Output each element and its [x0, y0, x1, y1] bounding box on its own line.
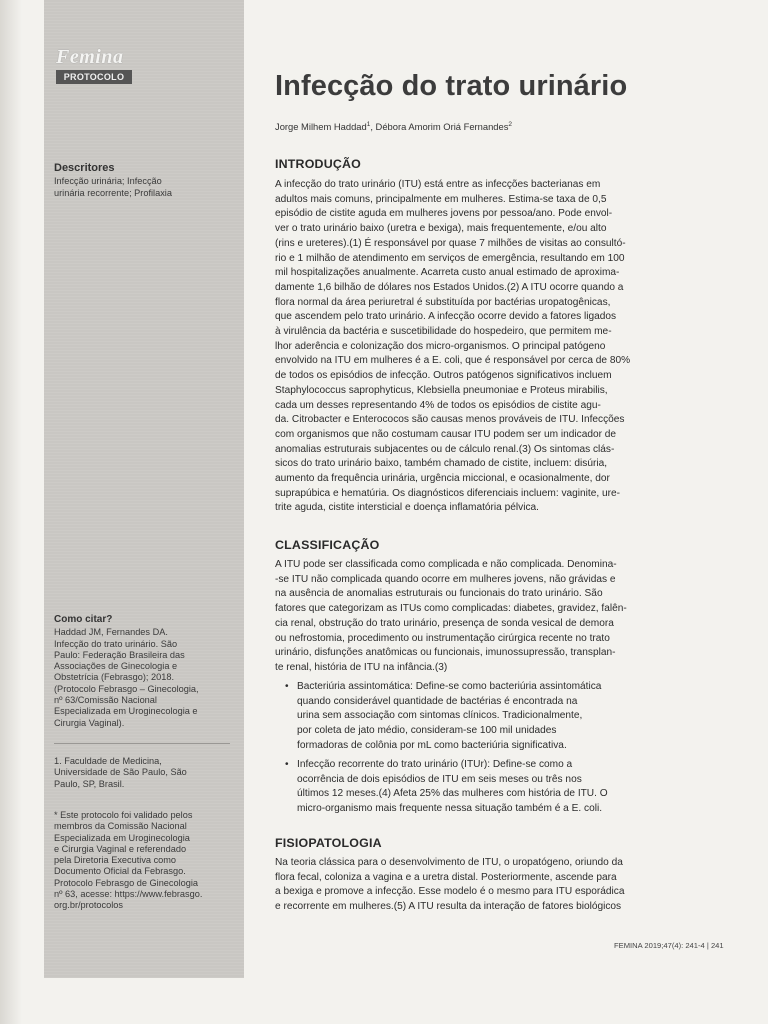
text-line: na ausência de anomalias estruturais ou funcionais do trato urinário. São [275, 588, 603, 600]
text-line: -se ITU não complicada quando ocorre em mulheres jovens, não grávidas e [275, 573, 616, 585]
text-line: (rins e ureteres).(1) É responsável por quase 7 milhões de visitas ao consultó- [275, 237, 626, 249]
text-line: da. Citrobacter e Enterococos são causas menos prováveis de ITU. Infecções [275, 414, 625, 426]
text-line: suprapúbica e hematúria. Os diagnósticos diferenciais incluem: vaginite, ure- [275, 487, 620, 499]
descriptors-block [54, 163, 230, 199]
text-line: que ascendem pelo trato urinário. A infecção ocorre devido a fatores ligados [275, 311, 617, 323]
text-line: ocorrência de dois episódios de ITU em seis meses ou três nos [297, 773, 582, 785]
pathophysiology-paragraph [275, 856, 703, 915]
sidebar-divider [54, 743, 230, 744]
text-line: flora fecal, coloniza a vagina e a uretra distal. Posteriormente, ascende para [275, 871, 617, 883]
text-line: mil hospitalizações anualmente. Acarreta custo anual estimado de aproxima- [275, 267, 620, 279]
text-line: te renal, história de ITU na infância.(3) [275, 661, 448, 673]
text-line: lhor aderência e colonização dos micro-organismos. O principal patógeno [275, 340, 606, 352]
page-footer: FEMINA 2019;47(4): 241-4 | 241 [614, 941, 724, 950]
brand-name: Femina [56, 46, 124, 68]
brand-logo [56, 46, 132, 84]
text-line: rio e 1 milhão de atendimento em serviços de emergência, resultando em 100 [275, 252, 625, 264]
descriptors-heading: Descritores [54, 162, 115, 174]
bullet-bacteriuria [285, 680, 697, 754]
author-1-affiliation: 1 [366, 121, 371, 128]
bullet-mark: • [285, 759, 289, 770]
text-line: urinário, disfunções anatômicas ou funcionais, imunossupressão, transplan- [275, 647, 616, 659]
section-heading-introducao: INTRODUÇÃO [275, 157, 361, 171]
text-line: com organismos que não costumam causar ITU podem ser um indicador de [275, 428, 617, 440]
text-line: aumento da frequência urinária, urgência miccional, e ocasionalmente, dor [275, 473, 610, 485]
classification-paragraph [275, 558, 703, 676]
text-line: adultos mais comuns, principalmente em mulheres. Estima-se taxa de 0,5 [275, 193, 607, 205]
bullet-bacteriuria-text [297, 680, 697, 754]
author-2: , Débora Amorim Oriá Fernandes [370, 121, 509, 133]
brand-tag: PROTOCOLO [56, 70, 132, 84]
validation-note-block [54, 810, 230, 912]
text-line: damente 1,6 bilhão de dólares nos Estados Unidos.(2) A ITU ocorre quando a [275, 281, 624, 293]
text-line: anomalias estruturais subjacentes ou de cálculo renal.(3) Os sintomas clás- [275, 443, 615, 455]
descriptors-text: Infecção urinária; Infecção urinária recorrente; Profilaxia [54, 176, 172, 198]
text-line: flora normal da área periuretral é substituída por bactérias uropatogênicas, [275, 296, 611, 308]
text-line: A ITU pode ser classificada como complicada e não complicada. Denomina- [275, 559, 617, 570]
text-line: a bexiga e promove a infecção. Esse modelo é o mesmo para ITU esporádica [275, 886, 625, 898]
article-title: Infecção do trato urinário [275, 70, 628, 102]
text-line: A infecção do trato urinário (ITU) está entre as infecções bacterianas em [275, 179, 601, 190]
sidebar [44, 0, 244, 978]
text-line: micro-organismo mais frequente nessa situação também é a E. coli. [297, 803, 603, 815]
text-line: Staphylococcus saprophyticus, Klebsiella pneumoniae e Proteus mirabilis, [275, 384, 608, 396]
validation-note-text: * Este protocolo foi validado pelos membros da Comissão Nacional Especializada em Uroginecologia e Cirurgia Vaginal e referendado pela Diretoria Executiva como Documento Oficial da Febrasgo. Protocolo Febrasgo de Ginecologia nº 63, acesse: https://www.febrasgo. org.br/protocolos [54, 810, 203, 911]
text-line: e recorrente em mulheres.(5) A ITU resulta da interação de fatores biológicos [275, 901, 622, 913]
section-heading-classificacao: CLASSIFICAÇÃO [275, 538, 380, 552]
affiliation-text: 1. Faculdade de Medicina, Universidade de São Paulo, São Paulo, SP, Brasil. [54, 756, 187, 789]
text-line: Bacteriúria assintomática: Define-se como bacteriúria assintomática [297, 681, 602, 692]
cite-heading: Como citar? [54, 614, 113, 625]
text-line: envolvido na ITU em mulheres é a E. coli, que é responsável por cerca de 80% [275, 355, 631, 367]
bullet-itur-text [297, 758, 697, 817]
text-line: ver o trato urinário baixo (uretra e bexiga), mais frequentemente, e/ou alto [275, 223, 607, 235]
text-line: cia renal, obstrução do trato urinário, presença de sonda vesical de demora [275, 617, 614, 629]
intro-paragraph [275, 178, 703, 516]
text-line: sicos do trato urinário baixo, também chamado de cistite, incluem: disúria, [275, 458, 608, 470]
text-line: trite aguda, cistite intersticial e doença inflamatória pélvica. [275, 502, 539, 514]
cite-text: Haddad JM, Fernandes DA. Infecção do trato urinário. São Paulo: Federação Brasileira das Associações de Ginecologia e Obstetrícia (Febrasgo); 2018. (Protocolo Febrasgo – Ginecologia, nº 63/Comissão Nacional Especializada em Uroginecologia e Cirurgia Vaginal). [54, 627, 199, 728]
text-line: à virulência da bactéria e suscetibilidade do hospedeiro, que permitem me- [275, 326, 612, 338]
text-line: cada um desses representando 4% de todos os episódios de cistite agu- [275, 399, 601, 411]
cite-block [54, 614, 230, 729]
text-line: urina sem associação com sintomas clínicos. Tradicionalmente, [297, 710, 583, 722]
text-line: quando considerável quantidade de bactérias é encontrada na [297, 695, 578, 707]
text-line: de todos os episódios de infecção. Outros patógenos significativos incluem [275, 370, 612, 382]
text-line: Na teoria clássica para o desenvolvimento de ITU, o uropatógeno, oriundo da [275, 857, 623, 868]
author-1: Jorge Milhem Haddad [275, 121, 367, 133]
text-line: episódio de cistite aguda em mulheres jovens por pessoa/ano. Pode envol- [275, 208, 613, 220]
article-authors [275, 121, 512, 132]
bullet-mark: • [285, 681, 289, 692]
bullet-itur [285, 758, 697, 817]
text-line: Infecção recorrente do trato urinário (ITUr): Define-se como a [297, 759, 573, 770]
author-2-affiliation: 2 [508, 121, 513, 128]
text-line: ou nefrostomia, procedimento ou instrumentação cirúrgica recente no trato [275, 632, 610, 644]
affiliation-block [54, 756, 230, 790]
page-edge-shadow [0, 0, 22, 1024]
text-line: formadoras de colônia por mL como bacteriúria significativa. [297, 739, 567, 751]
text-line: por coleta de jato médio, consideram-se 100 mil unidades [297, 725, 557, 737]
section-heading-fisiopatologia: FISIOPATOLOGIA [275, 836, 382, 850]
text-line: últimos 12 meses.(4) Afeta 25% das mulheres com história de ITU. O [297, 788, 608, 800]
text-line: fatores que categorizam as ITUs como complicadas: diabetes, gravidez, falên- [275, 603, 627, 615]
